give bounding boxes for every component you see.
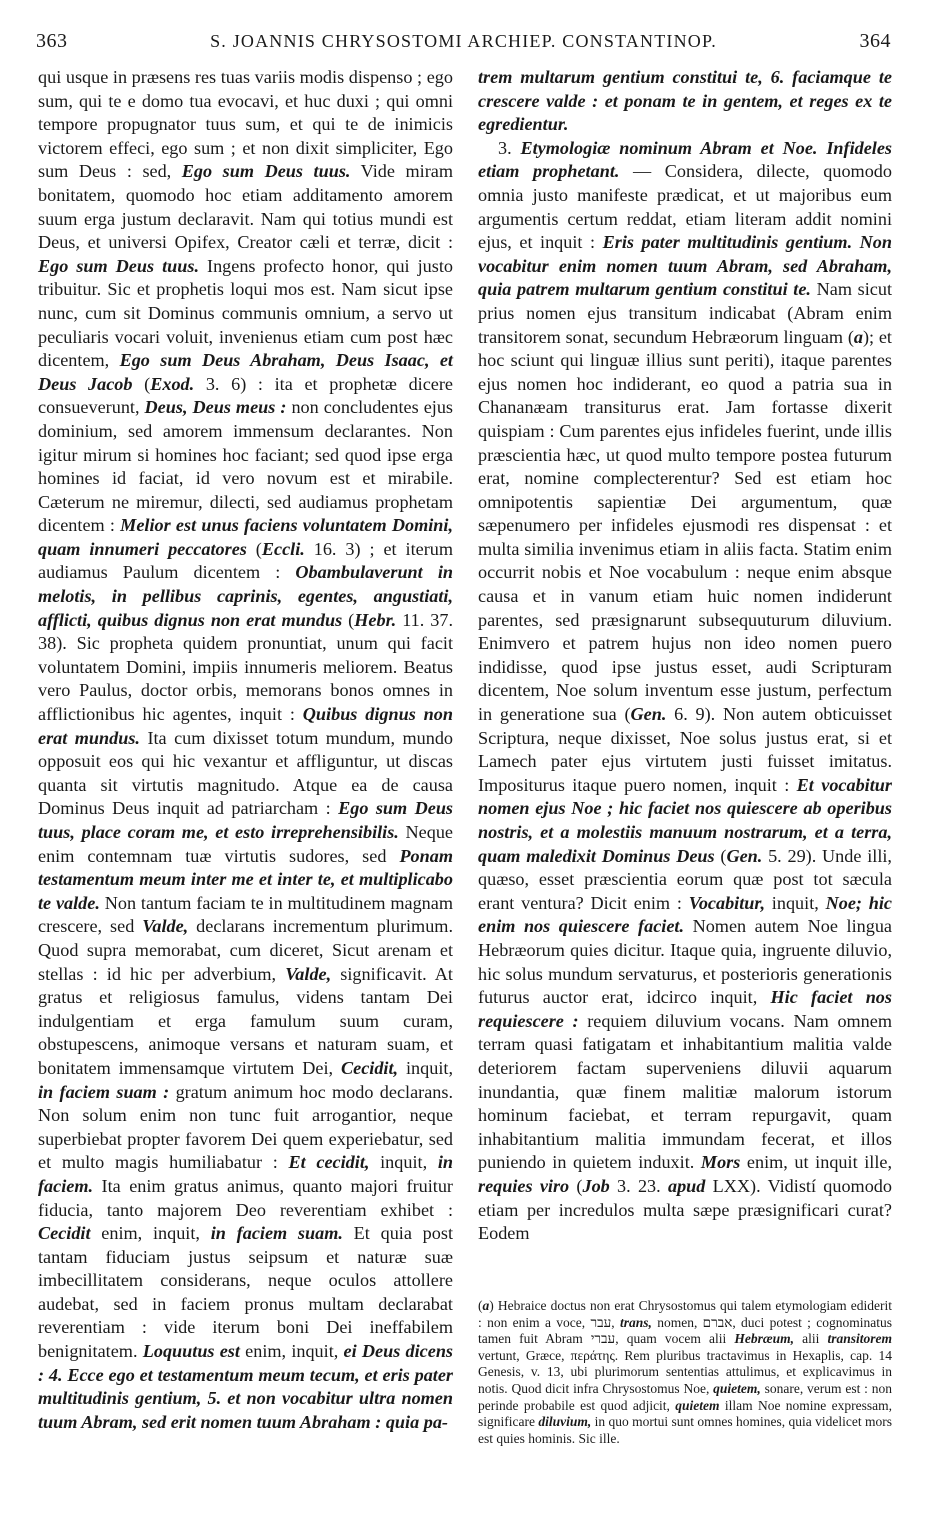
body-text: alii bbox=[793, 1331, 828, 1347]
body-text: Neque enim contemnam tuæ virtutis sudores, sed bbox=[38, 822, 454, 866]
body-text: ( bbox=[342, 609, 355, 630]
body-text: enim, inquit, bbox=[90, 1223, 211, 1244]
right-column bbox=[478, 66, 892, 1246]
italic-text: apud bbox=[667, 1175, 706, 1196]
body-text: 3. bbox=[498, 137, 521, 158]
italic-text: Et vocabitur nomen ejus Noe ; hic faciet nos quiescere ab operibus nostris, et a molestiis manuum nostrarum, et a terra, quam maledixit Dominus Deus bbox=[478, 774, 892, 866]
paragraph bbox=[478, 66, 892, 137]
italic-text: transitorem bbox=[827, 1331, 892, 1347]
body-text: vertunt, Græce, περάτης. Rem pluribus tractavimus in Hexaplis, cap. 14 Genesis, v. 13, ubi plurimorum sententias attulimus, et explicavimus in notis. Quod dicit infra Chrysostomus Noe, bbox=[478, 1347, 892, 1396]
body-text: in quo mortui sunt omnes homines, quia videlicet mors est quies hominis. Sic ille. bbox=[478, 1414, 892, 1446]
italic-text: Deus, Deus meus : bbox=[144, 397, 287, 418]
body-text: 3. 23. bbox=[609, 1175, 668, 1196]
italic-text: Mors bbox=[700, 1152, 741, 1173]
body-text: Nam sicut prius nomen ejus transitum indicabat (Abram enim transitorem sonat, secundum Hebræorum linguam ( bbox=[478, 279, 892, 347]
italic-text: Ego sum Deus tuus, place coram me, et esto irreprehensibilis. bbox=[38, 798, 454, 842]
running-header bbox=[36, 30, 891, 60]
body-text: Et quia post tantam fiduciam justus seipsum et naturæ suæ imbecillitatem considerans, neque oculos attollere audebat, sed in faciem pronus multam declarabat reverentiam : vide iterum boni Dei ineffabilem benignitatem. bbox=[38, 1223, 453, 1362]
paragraph bbox=[38, 66, 453, 1434]
body-text: requiem diluvium vocans. Nam omnem terram quasi fatigatam et inhabitantium malitia valde deteriorem factam superveniens diluvii aquarum inundantia, quæ finem malitiæ malorum istorum hominum faciebat, et terram repurgavit, quam inhabitantium malitia immundam fecerat, et illos puniendo in quietem induxit. bbox=[478, 1010, 892, 1173]
body-text: qui usque in præsens res tuas variis modis dispenso ; ego sum, qui te e domo tua evocavi, et huc duxi ; qui omni tempore propugnator tuus sum, et qui te de inimicis victorem effeci, ego sum ; et non dixit simpliciter, Ego sum Deus : sed, bbox=[38, 67, 453, 182]
italic-text: in faciem suam. bbox=[210, 1223, 343, 1244]
body-text: Ita enim gratus animus, quanto majori fruitur fiducia, tanto majorem Deo reverentiam exhibet : bbox=[38, 1175, 453, 1220]
italic-text: Valde, bbox=[142, 916, 189, 937]
italic-text: in faciem suam : bbox=[38, 1081, 170, 1102]
body-text: Ingens profecto honor, qui justo tribuitur. Sic et prophetis loqui mos est. Nam sicut ipse nunc, cum sit Dominus communis omnium, a servo ut peculiaris vocari voluit, invenienus etiam cum post hæc dicentem, bbox=[38, 255, 453, 371]
left-column bbox=[38, 66, 453, 1434]
body-text: Ita cum dixisset totum mundum, mundo opposuit eos qui hic vexantur et affliguntur, ut discas quanta sit virtutis magnitudo. Atque ea de causa Dominus Deus inquit ad patriarcham : bbox=[38, 727, 454, 819]
italic-text: Ego sum Deus tuus. bbox=[38, 255, 199, 276]
page-number-left: 363 bbox=[36, 30, 68, 52]
italic-text: Gen. bbox=[726, 845, 763, 866]
body-text: Vide miram bonitatem, quomodo hoc etiam additamento amorem suum erga justum declaravit. Nam qui totius mundi est Deus, et universi Opifex, Creator cæli et terræ, dicit : bbox=[38, 161, 453, 253]
italic-text: Vocabitur, bbox=[688, 892, 766, 913]
body-text: nomen, אברם, duci potest ; cognominatus tamen fuit Abram עברי, quam vocem alii bbox=[478, 1314, 892, 1347]
italic-text: Loquutus est bbox=[142, 1341, 240, 1362]
italic-text: Et cecidit, bbox=[288, 1152, 370, 1173]
body-text: 3. 6) : ita et prophetæ dicere consueverunt, bbox=[38, 373, 453, 418]
italic-text: Etymologiæ nominum Abram et Noe. Infideles etiam prophetant. bbox=[478, 137, 892, 182]
body-text: 5. 29). Unde illi, quæso, esset præscientia eorum quæ post tot sæcula erant ventura? Dicit enim : bbox=[478, 845, 892, 913]
footnote bbox=[478, 1298, 892, 1447]
body-text: ) Hebraice doctus non erat Chrysostomus qui talem etymologiam ediderit : non enim a voce, עבר, bbox=[478, 1298, 892, 1330]
italic-text: Ponam testamentum meum inter me et inter te, et multiplicabo te valde. bbox=[38, 845, 453, 913]
body-text: ( bbox=[132, 373, 151, 394]
body-text: 11. 37. 38). Sic propheta quidem pronuntiat, unum qui facit voluntatem Domini, impiis innumeris meliorem. Beatus vero Paulus, doctor orbis, memorans bonos omnes in afflictionibus hic agentes, inquit : bbox=[38, 609, 454, 725]
italic-text: Noe; hic enim nos quiescere faciet. bbox=[478, 892, 892, 937]
italic-text: Ego sum Deus tuus. bbox=[181, 161, 351, 182]
italic-text: Melior est unus faciens voluntatem Domini, quam innumeri peccatores bbox=[38, 515, 454, 559]
paragraph bbox=[478, 137, 892, 1246]
body-text: ( bbox=[569, 1175, 583, 1196]
body-text: sonare, verum est : non perinde probabile est quod adjicit, bbox=[478, 1380, 892, 1413]
italic-text: ei Deus dicens : 4. Ecce ego et testamentum meum tecum, et eris pater multitudinis gentium, 5. et non vocabitur ultra nomen tuum Abram, sed erit nomen tuum Abraham : quia pa- bbox=[38, 1341, 454, 1432]
italic-text: Hebr. bbox=[354, 609, 397, 630]
body-text: enim, inquit, bbox=[239, 1341, 344, 1362]
italic-text: Cecidit bbox=[38, 1223, 91, 1244]
body-text: Nomen autem Noe lingua Hebræorum quies dicitur. Itaque quia, ingruente diluvio, hic solus mundum servaturus, et posterioris generationis futurus auctor erat, idcirco inquit, bbox=[478, 916, 892, 1008]
body-text: non concludentes ejus dominium, sed amorem immensum declarantes. Non igitur mirum si homines hoc faciant; sed quod ipse erga homines id faciat, id vero novum est et mirabile. Cæterum ne miremur, dilecti, sed audiamus prophetam dicentem : bbox=[38, 397, 453, 536]
body-text: ( bbox=[478, 1298, 483, 1313]
italic-text: Job bbox=[582, 1175, 610, 1196]
italic-text: Quibus dignus non erat mundus. bbox=[38, 704, 453, 748]
body-text: ( bbox=[714, 845, 727, 866]
body-text: inquit, bbox=[765, 892, 826, 913]
body-text: 6. 9). Non autem obticuisset Scriptura, neque dixisset, Noe solus justus erat, si et Lamech pater ejus virtutem justi fuisset imitatus. Impositurus itaque puero nomen, inquit : bbox=[478, 704, 892, 795]
body-text: ( bbox=[246, 538, 262, 559]
italic-text: a bbox=[853, 326, 863, 347]
italic-text: Exod. bbox=[150, 373, 195, 394]
body-text: Non tantum faciam te in multitudinem magnam crescere, sed bbox=[38, 892, 453, 937]
italic-text: trem multarum gentium constitui te, 6. faciamque te crescere valde : et ponam te in gentem, et reges ex te egredientur. bbox=[478, 67, 892, 135]
italic-text: quietem bbox=[675, 1397, 720, 1413]
italic-text: Hic faciet nos requiescere : bbox=[478, 987, 892, 1031]
body-text: gratum animum hoc modo declarans. Non solum enim non tunc fuit arrogantior, neque superbiebat propter favorem Dei quem experiebatur, sed et multo magis humiliabatur : bbox=[38, 1081, 453, 1173]
body-text: 16. 3) ; et iterum audiamus Paulum dicentem : bbox=[38, 538, 454, 583]
body-text: enim, ut inquit ille, bbox=[740, 1152, 892, 1173]
italic-text: requies viro bbox=[478, 1175, 570, 1196]
running-title: S. JOANNIS CHRYSOSTOMI ARCHIEP. CONSTANTINOP. bbox=[210, 31, 717, 51]
italic-text: Cecidit, bbox=[340, 1057, 399, 1078]
italic-text: a bbox=[482, 1298, 490, 1313]
body-text: significavit. At gratus et religiosus famulus, videns tantam Dei indulgentiam et erga famulum suum curam, obstupescens, animoque versans et naturam suam, et bonitatem immensamque virtutem Dei, bbox=[38, 963, 453, 1078]
italic-text: Obambulaverunt in melotis, in pellibus caprinis, egentes, angustiati, afflicti, quibus dignus non erat mundus bbox=[38, 562, 453, 630]
italic-text: Eris pater multitudinis gentium. Non vocabitur enim nomen tuum Abram, sed Abraham, quia patrem multarum gentium constitui te. bbox=[478, 232, 892, 300]
italic-text: Valde, bbox=[285, 963, 332, 984]
body-text: ); et hoc sciunt qui linguæ illius sunt periti), itaque parentes ejus nomen hoc indiderant, eo quod a patria sua in Chananæam transiturus erat. Jam fortasse dixerit quispiam : Cum parentes ejus infideles fuerint, unde illis præscientia hæc, ut quod multo tempore postea futurum erat, nomine complecterentur? Sed est etiam hoc omnipotentis sapientiæ Dei argumentum, quæ sæpenumero per infideles ejusmodi res dispensat : et multa similia invenimus etiam in aliis facta. Statim enim occurrit nobis et Noe vocabulum : neque enim absque causa et in vanum etiam huic nomen indiderunt parentes, sed præsignarunt subsequuturum diluvium. Enimvero et patrem hujus non ideo nomen puero indidisse, quod ipse justus esset, audi Scripturam dicentem, Noe solum inventum esse justum, perfectum in generatione sua ( bbox=[478, 326, 892, 725]
body-text: declarans incrementum plurimum. Quod supra memorabat, cum diceret, Sicut arenam et stellas : id hic per adverbium, bbox=[38, 916, 453, 984]
italic-text: in faciem. bbox=[38, 1152, 453, 1196]
body-text: illam Noe nomine expressam, significare bbox=[478, 1397, 892, 1430]
italic-text: Gen. bbox=[630, 704, 667, 725]
body-text: inquit, bbox=[398, 1057, 453, 1078]
italic-text: Ego sum Deus Abraham, Deus Isaac, et Deus Jacob bbox=[38, 350, 453, 394]
italic-text: trans, bbox=[619, 1314, 652, 1330]
page-number-right: 364 bbox=[859, 30, 891, 52]
italic-text: Hebræum, bbox=[734, 1331, 794, 1347]
italic-text: quietem, bbox=[713, 1380, 761, 1396]
italic-text: Eccli. bbox=[261, 538, 305, 559]
body-text: LXX). Vidistí quomodo etiam per incredulos multa sæpe præsignificari curat? Eodem bbox=[478, 1175, 892, 1244]
body-text: inquit, bbox=[369, 1152, 438, 1173]
body-text: — Considera, dilecte, quomodo omnia justo manifeste prædicat, et ut majoribus eum argumentis certum reddat, etiam literam addit nomini ejus, et inquit : bbox=[478, 161, 892, 253]
italic-text: diluvium, bbox=[538, 1414, 592, 1430]
